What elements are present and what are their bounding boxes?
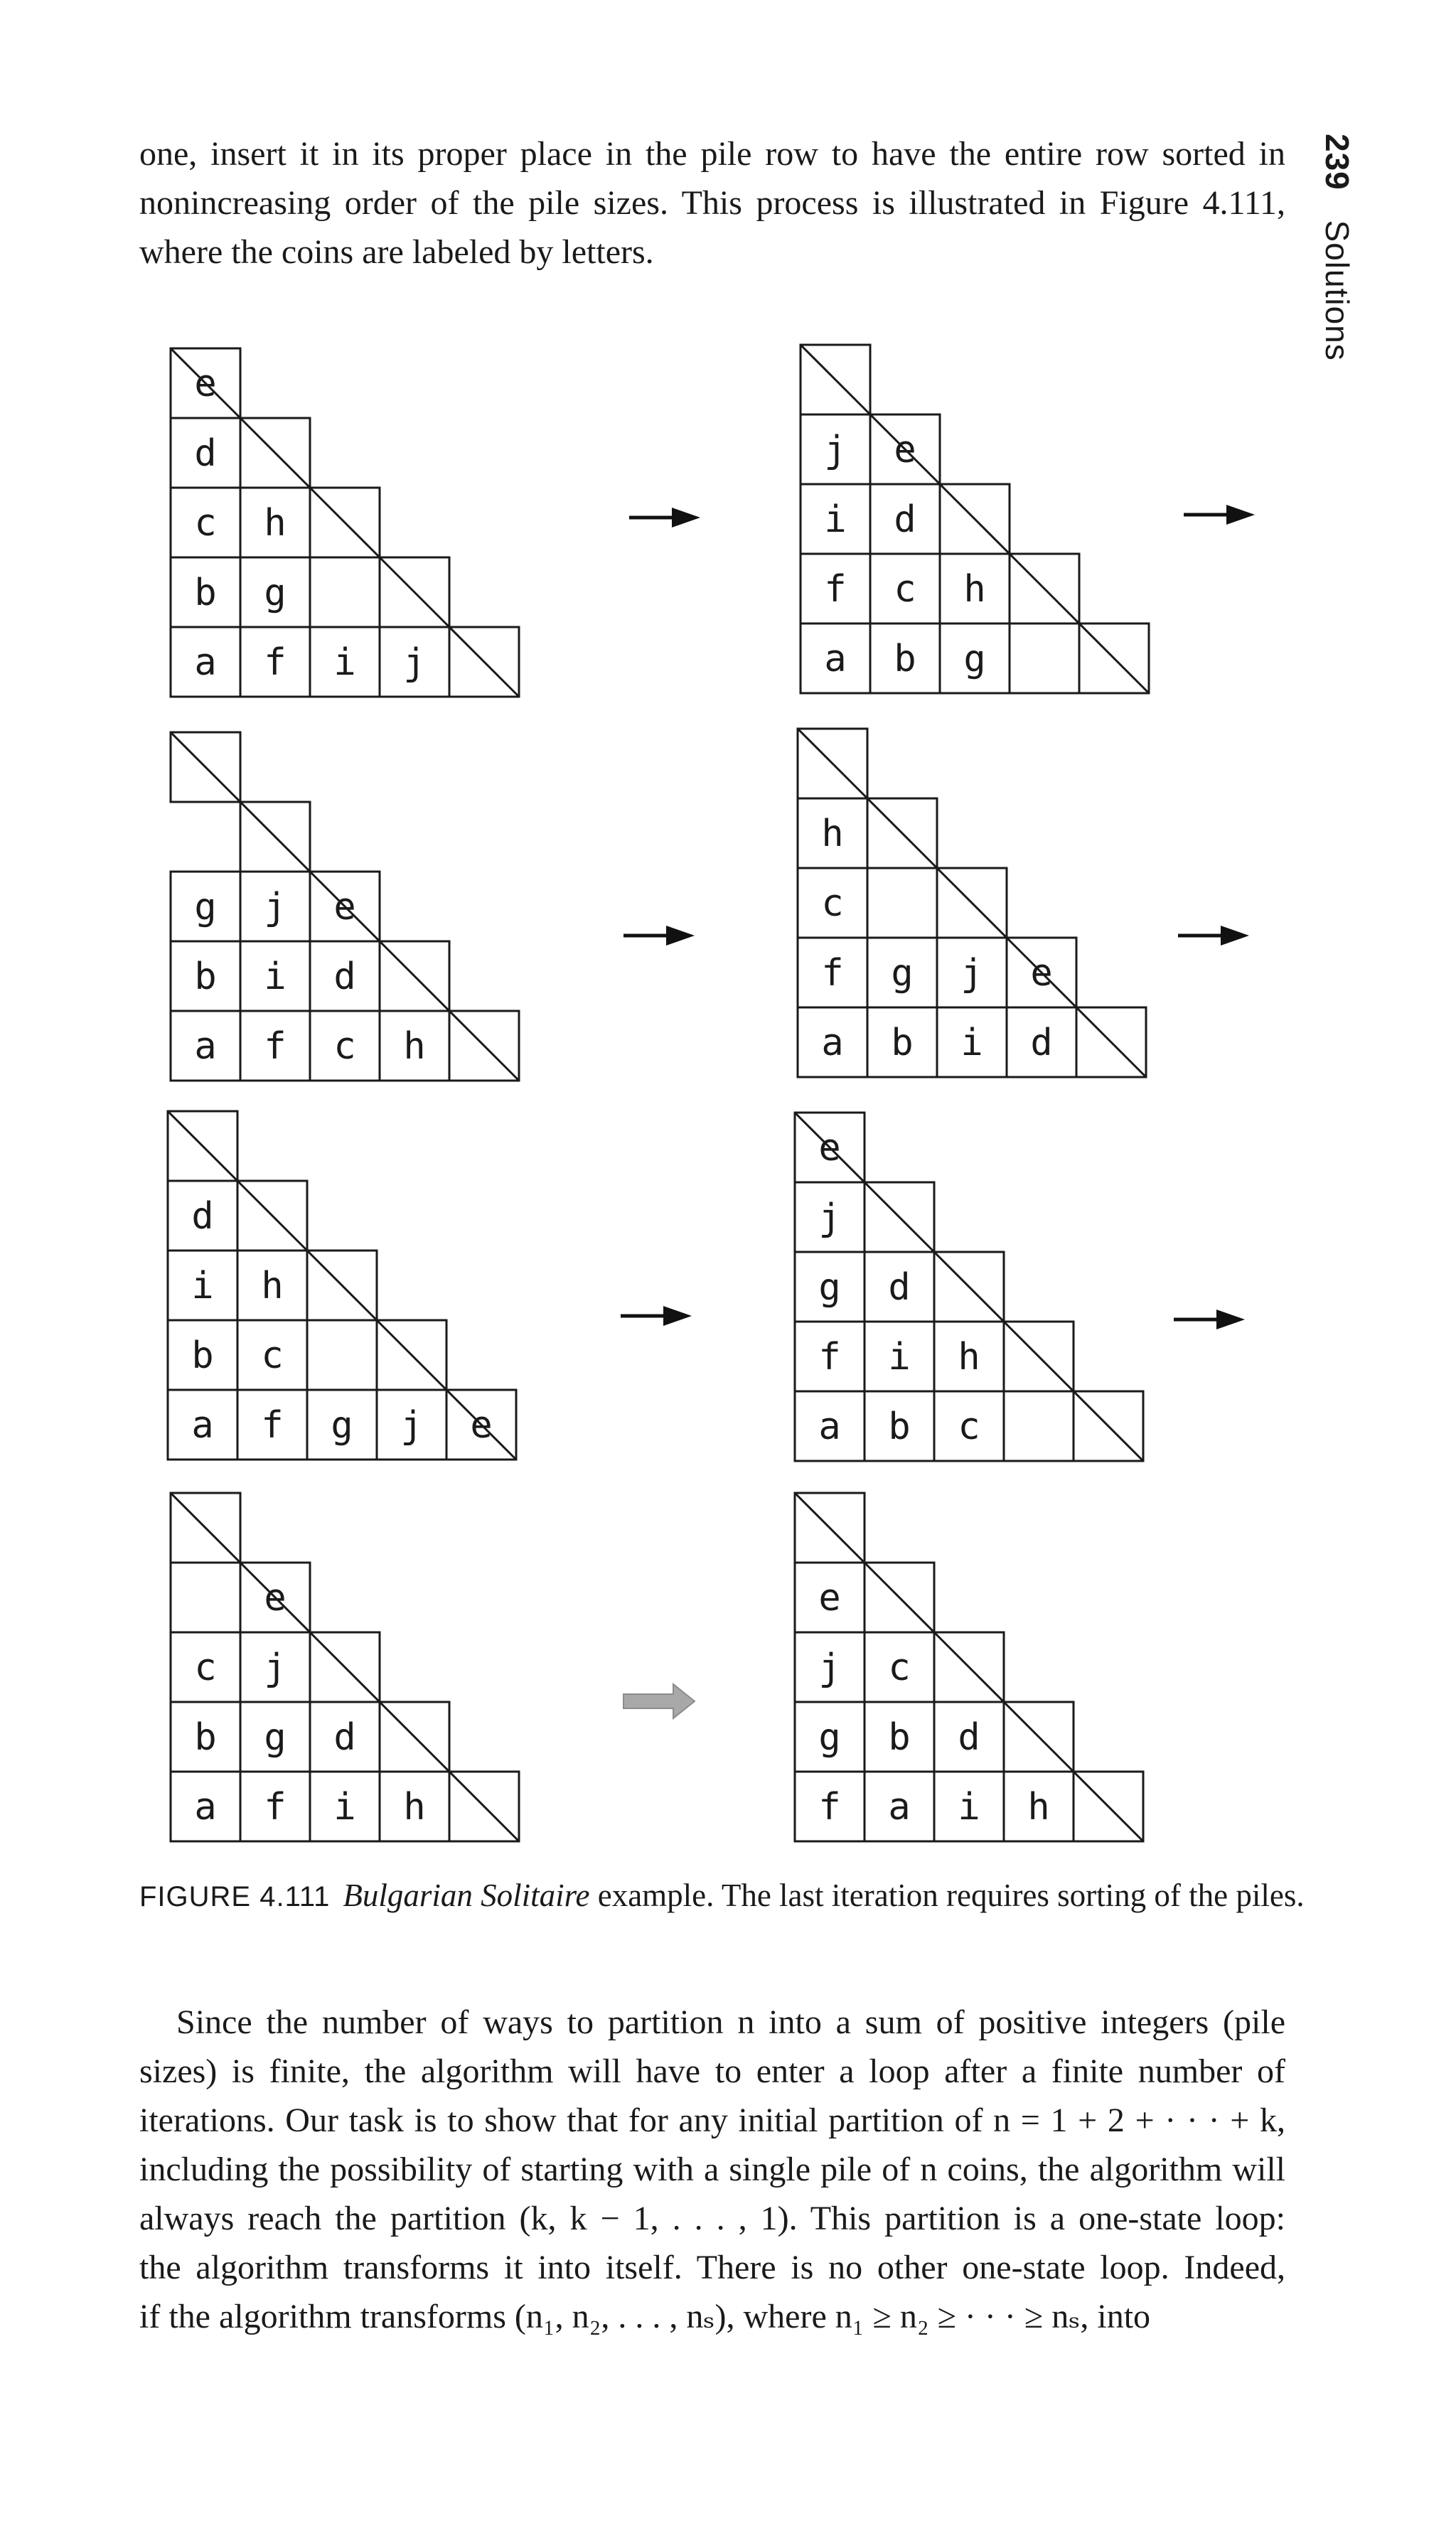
diagonal-line xyxy=(934,1252,1004,1322)
diagonal-line xyxy=(798,729,867,798)
coin-label: d xyxy=(958,1716,980,1759)
coin-label: f xyxy=(821,952,844,995)
diagonal-line xyxy=(380,557,449,627)
coin-label: h xyxy=(821,813,844,855)
coin-label: j xyxy=(400,1404,423,1447)
diagonal-line xyxy=(380,1702,449,1772)
text-line: if the algorithm transforms (n₁, n₂, . . . , nₛ), where n₁ ≥ n₂ ≥ · · · ≥ nₛ, into xyxy=(139,2298,1151,2335)
coin-label: f xyxy=(824,568,847,611)
coin-label: g xyxy=(891,952,914,995)
coin-label: b xyxy=(891,1022,914,1064)
pile-cell xyxy=(310,557,380,627)
coin-label: g xyxy=(963,638,986,680)
coin-label: b xyxy=(894,638,916,680)
coin-label: f xyxy=(264,1025,287,1068)
diagonal-line xyxy=(934,1632,1004,1702)
coin-label: g xyxy=(331,1404,353,1447)
coin-label: e xyxy=(894,429,916,471)
text-line: the algorithm transforms it into itself. There is no other one-state loop. Indeed, xyxy=(139,2249,1285,2286)
diagonal-line xyxy=(795,1493,864,1563)
text-line: one, insert it in its proper place in the pile row to have the entire row sorted in xyxy=(139,135,1285,173)
page-number: 239 xyxy=(1319,134,1356,191)
coin-label: d xyxy=(888,1266,911,1309)
coin-label: a xyxy=(194,1025,217,1068)
coin-label: d xyxy=(894,498,916,541)
diagonal-line xyxy=(310,1632,380,1702)
diagonal-line xyxy=(864,1182,934,1252)
pile-cell xyxy=(1010,623,1079,693)
coin-label: a xyxy=(824,638,847,680)
diagonal-line xyxy=(380,941,449,1011)
coin-label: c xyxy=(821,882,844,925)
diagonal-line xyxy=(449,1772,519,1841)
coin-label: i xyxy=(191,1265,214,1307)
text-line: sizes) is finite, the algorithm will have to enter a loop after a finite number of xyxy=(139,2052,1285,2090)
coin-label: j xyxy=(960,952,983,995)
coin-label: i xyxy=(960,1022,983,1064)
diagonal-line xyxy=(1074,1772,1143,1841)
coin-label: h xyxy=(261,1265,284,1307)
coin-label: f xyxy=(261,1404,284,1447)
coin-label: e xyxy=(194,363,217,405)
coin-label: a xyxy=(888,1786,911,1829)
coin-label: d xyxy=(191,1195,214,1238)
text-line: iterations. Our task is to show that for any initial partition of n = 1 + 2 + · · · + k, xyxy=(139,2102,1285,2139)
diagonal-line xyxy=(1074,1391,1143,1461)
coin-label: i xyxy=(958,1786,980,1829)
diagonal-line xyxy=(171,1493,240,1563)
coin-label: g xyxy=(818,1716,841,1759)
diagonal-line xyxy=(864,1563,934,1632)
coin-label: j xyxy=(818,1647,841,1689)
coin-label: c xyxy=(194,502,217,545)
coin-label: e xyxy=(333,886,356,928)
pile-cell xyxy=(307,1320,377,1390)
coin-label: b xyxy=(194,1716,217,1759)
coin-label: h xyxy=(958,1336,980,1378)
caption-title: Bulgarian Solitaire xyxy=(343,1878,590,1913)
diagonal-line xyxy=(940,484,1010,554)
arrow-right-icon xyxy=(663,1306,692,1326)
coin-label: h xyxy=(264,502,287,545)
diagonal-line xyxy=(937,868,1007,938)
coin-label: j xyxy=(403,641,426,684)
diagonal-line xyxy=(801,345,870,414)
coin-label: e xyxy=(470,1404,493,1447)
text-line: including the possibility of starting with a single pile of n coins, the algorithm will xyxy=(139,2151,1285,2188)
coin-label: e xyxy=(264,1577,287,1620)
text-line: Since the number of ways to partition n into a sum of positive integers (pile xyxy=(176,2003,1285,2041)
diagonal-line xyxy=(240,418,310,488)
coin-label: e xyxy=(1030,952,1053,995)
text-line: nonincreasing order of the pile sizes. This process is illustrated in Figure 4.111, xyxy=(139,184,1285,222)
coin-label: b xyxy=(888,1406,911,1448)
figure-caption xyxy=(139,1877,1320,1914)
coin-label: e xyxy=(818,1127,841,1169)
diagonal-line xyxy=(377,1320,446,1390)
diagonal-line xyxy=(1076,1007,1146,1077)
coin-label: a xyxy=(194,1786,217,1829)
coin-label: a xyxy=(194,641,217,684)
coin-label: c xyxy=(894,568,916,611)
coin-label: a xyxy=(191,1404,214,1447)
diagonal-line xyxy=(449,1011,519,1081)
coin-label: c xyxy=(958,1406,980,1448)
coin-label: j xyxy=(824,429,847,471)
caption-text: example. The last iteration requires sorting of the piles. xyxy=(589,1878,1305,1913)
coin-label: h xyxy=(403,1025,426,1068)
diagonal-line xyxy=(240,802,310,872)
coin-label: i xyxy=(333,641,356,684)
coin-label: b xyxy=(194,955,217,998)
diagonal-line xyxy=(867,798,937,868)
coin-label: f xyxy=(264,1786,287,1829)
arrow-right-icon xyxy=(1226,505,1255,525)
caption-label: FIGURE 4.111 xyxy=(139,1881,331,1912)
coin-label: h xyxy=(1027,1786,1050,1829)
diagonal-line xyxy=(1079,623,1149,693)
coin-label: c xyxy=(888,1647,911,1689)
coin-label: b xyxy=(888,1716,911,1759)
coin-label: g xyxy=(264,1716,287,1759)
coin-label: h xyxy=(403,1786,426,1829)
coin-label: j xyxy=(264,1647,287,1689)
coin-label: d xyxy=(333,955,356,998)
section-title: Solutions xyxy=(1319,220,1356,361)
coin-label: d xyxy=(1030,1022,1053,1064)
coin-label: i xyxy=(824,498,847,541)
diagonal-line xyxy=(1010,554,1079,623)
coin-label: e xyxy=(818,1577,841,1620)
coin-label: c xyxy=(261,1334,284,1377)
diagonal-line xyxy=(449,627,519,697)
text-line: where the coins are labeled by letters. xyxy=(139,233,654,271)
coin-label: b xyxy=(191,1334,214,1377)
coin-label: i xyxy=(264,955,287,998)
diagonal-line xyxy=(307,1251,377,1320)
pile-cell xyxy=(171,1563,240,1632)
diagonal-line xyxy=(168,1111,237,1181)
coin-label: i xyxy=(333,1786,356,1829)
diagonal-line xyxy=(237,1181,307,1251)
sorting-arrow-icon xyxy=(623,1684,695,1718)
coin-label: d xyxy=(194,432,217,475)
diagonal-line xyxy=(310,488,380,557)
arrow-right-icon xyxy=(666,926,695,946)
arrow-right-icon xyxy=(1221,926,1249,946)
coin-label: f xyxy=(818,1786,841,1829)
text-line: always reach the partition (k, k − 1, . . . , 1). This partition is a one-state loop: xyxy=(139,2200,1285,2237)
coin-label: g xyxy=(818,1266,841,1309)
diagonal-line xyxy=(171,732,240,802)
coin-label: c xyxy=(194,1647,217,1689)
pile-cell xyxy=(1004,1391,1074,1461)
coin-label: a xyxy=(818,1406,841,1448)
coin-label: d xyxy=(333,1716,356,1759)
coin-label: g xyxy=(194,886,217,928)
arrow-right-icon xyxy=(672,508,700,528)
bottom-paragraph xyxy=(139,1998,1285,2341)
coin-label: f xyxy=(818,1336,841,1378)
coin-label: i xyxy=(888,1336,911,1378)
diagonal-line xyxy=(1004,1322,1074,1391)
pile-cell xyxy=(867,868,937,938)
coin-label: h xyxy=(963,568,986,611)
coin-label: j xyxy=(264,886,287,928)
diagonal-line xyxy=(1004,1702,1074,1772)
coin-label: b xyxy=(194,572,217,614)
arrow-right-icon xyxy=(1216,1310,1245,1329)
coin-label: j xyxy=(818,1196,841,1239)
coin-label: f xyxy=(264,641,287,684)
coin-label: a xyxy=(821,1022,844,1064)
coin-label: g xyxy=(264,572,287,614)
coin-label: c xyxy=(333,1025,356,1068)
